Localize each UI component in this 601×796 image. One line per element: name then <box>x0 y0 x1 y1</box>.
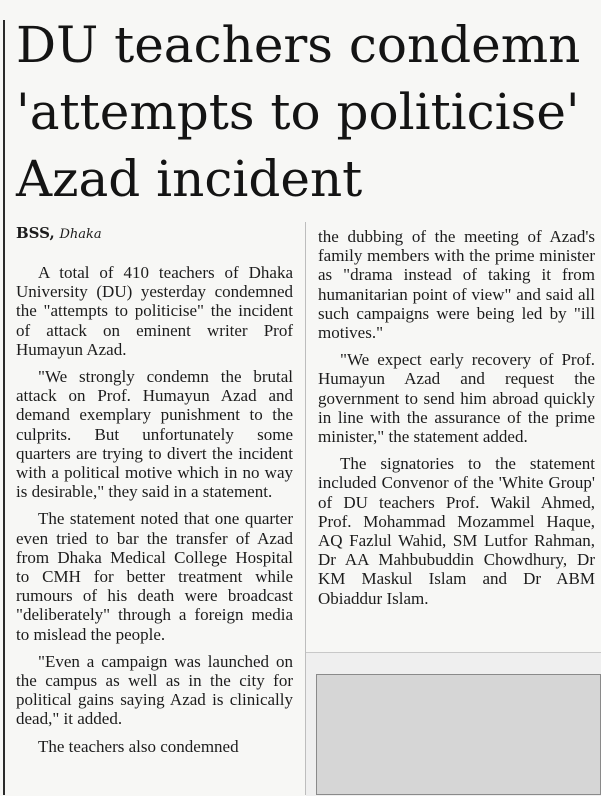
paragraph: "We strongly condemn the brutal attack on Prof. Humayun Azad and demand exemplary punishment to the culprits. But unfortunately some quarters are trying to divert the incident with a political motive which in no way is desirable," they said in a statement. <box>16 367 293 502</box>
article-column-left <box>16 263 293 756</box>
paragraph: "Even a campaign was launched on the campus as well as in the city for political gains saying Azad is clinically dead," it added. <box>16 651 293 729</box>
paragraph: The teachers also condemned <box>38 736 239 756</box>
byline <box>16 224 102 244</box>
paragraph: the dubbing of the meeting of Azad's family members with the prime minister as "drama instead of taking it from humanitarian point of view" and said all such campaigns were being led by "ill motives." <box>318 227 595 343</box>
paragraph: "We expect early recovery of Prof. Humayun Azad and request the government to send him abroad quickly in line with the assurance of the prime minister," the statement added. <box>318 350 595 447</box>
byline-place: Dhaka <box>59 227 102 242</box>
byline-agency: BSS, <box>16 224 55 242</box>
article-column-right <box>318 227 595 608</box>
column-rule <box>3 20 5 795</box>
headline-line-3: Azad incident <box>16 150 363 208</box>
headline <box>16 12 601 213</box>
headline-line-2: 'attempts to politicise' <box>16 83 580 141</box>
paragraph: A total of 410 teachers of Dhaka University (DU) yesterday condemned the "attempts to politicise" the incident of attack on eminent writer Prof Humayun Azad. <box>16 263 293 359</box>
paragraph: The signatories to the statement included Convenor of the 'White Group' of DU teachers Prof. Wakil Ahmed, Prof. Mohammad Mozammel Haque, AQ Fazlul Wahid, SM Lutfor Rahman, Dr AA Mahbubuddin Chowdhury, Dr KM Maskul Islam and Dr ABM Obiaddur Islam. <box>318 454 595 608</box>
paragraph: The statement noted that one quarter even tried to bar the transfer of Azad from Dhaka Medical College Hospital to CMH for better treatment while rumours of his death were broadcast "deliberately" through a foreign media to mislead the people. <box>16 509 293 644</box>
photo-placeholder <box>316 674 601 795</box>
headline-line-1: DU teachers condemn <box>16 16 581 74</box>
